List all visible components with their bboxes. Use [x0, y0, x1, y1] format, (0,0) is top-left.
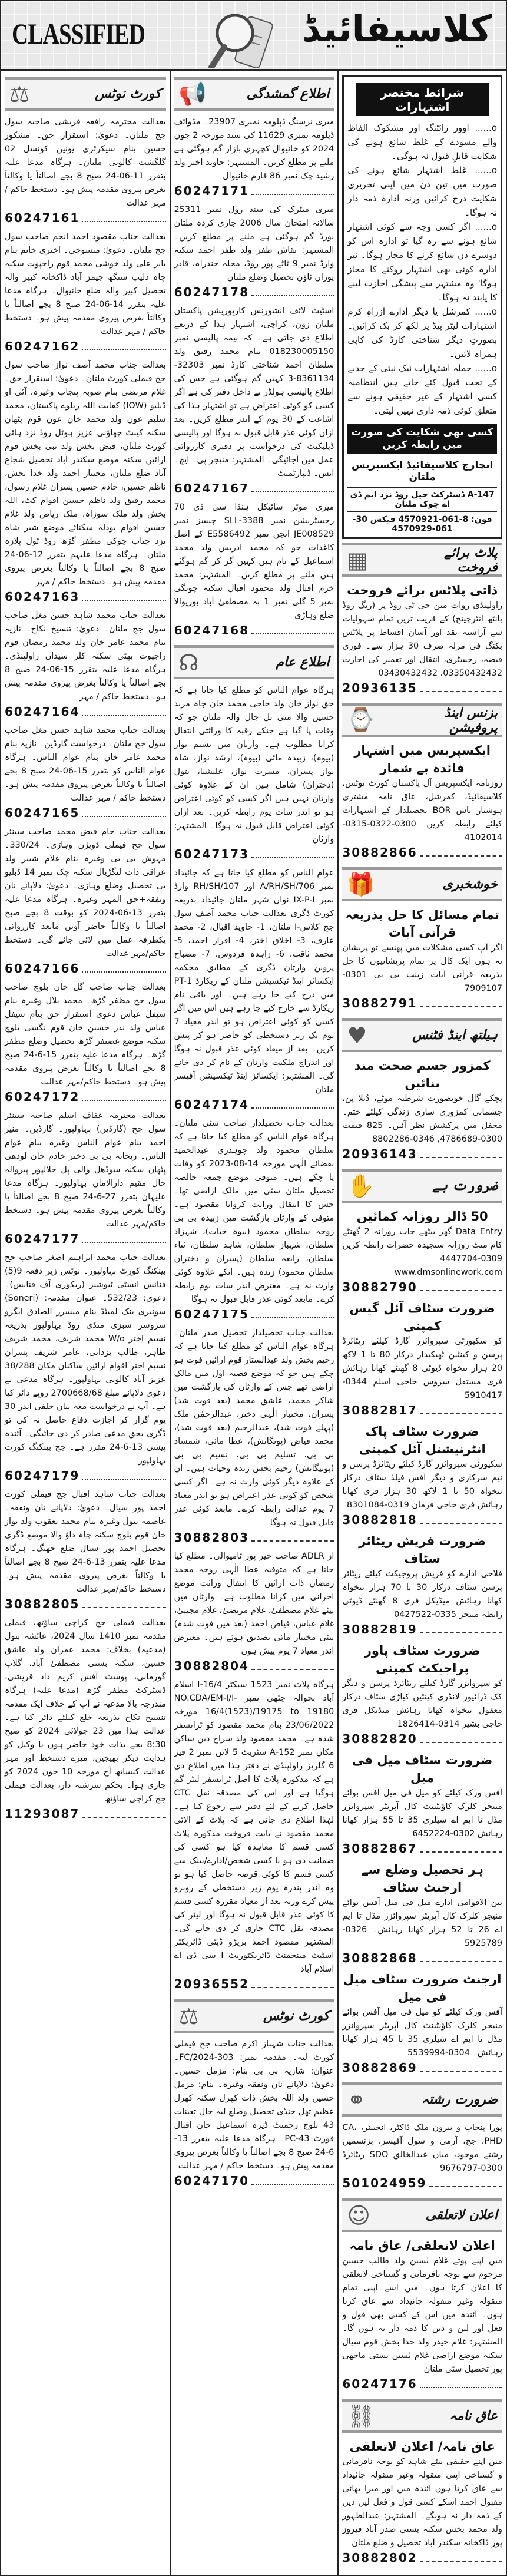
ad-heading: اعلان لاتعلقی/ عاق نامہ: [349, 2238, 495, 2253]
section-banner: [342, 2198, 502, 2232]
ad-heading: ضرورت سٹاف پاک انٹرنیشنل آئل کمپنی: [359, 1424, 486, 1456]
ad-reference-number: 60247161: [5, 211, 80, 225]
ad-heading: ہر تحصیل وضلع سے ارجنٹ سٹاف: [361, 1863, 483, 1894]
leader-line: [251, 2184, 334, 2185]
leader-line: [82, 1479, 165, 1480]
ad-reference: [174, 285, 334, 300]
ad-reference: [174, 1976, 334, 1992]
classified-ad: [174, 500, 334, 641]
section-banner: [342, 2399, 502, 2433]
leader-line: [420, 1742, 502, 1743]
ad-heading: 50 ڈالر روزانہ کمائیں: [356, 1209, 488, 1223]
terms-box: [342, 75, 502, 539]
ad-body: پورا پنجاب و بیرون ملک ڈاکٹر، انجینئر، CA، PHD، جج، آرمی و سول آفیسر، بزنسمین رشتے موجود، میاں عبدالخالق SDO ریٹائرڈ 0300-9676797: [342, 2123, 502, 2173]
ad-reference: [174, 1530, 334, 1545]
ad-reference-number: 30882790: [342, 1280, 417, 1294]
ad-body: بعدالت جناب محمد شاہد حسن مغل صاحب سول جج ملتان۔ درخواست گارڈین۔ نازیہ بنام محمد عامر خان بنام عوام الناس۔ ہرگاہ عوام الناس کو بتقرر 15-06-24 صبح 8 بجے اصالتاً یا وکالتاً بغرض پیروی مقدمہ پیش ہو۔ دستخط حاکم / مہر عدالت: [5, 726, 166, 803]
leader-line: [420, 1006, 502, 1007]
ad-reference-number: 60247163: [5, 590, 80, 604]
section-banner: [174, 645, 334, 679]
terms-item: o...... کمرشل یا دیگر ادارے ازراہِ کرم اشتہارات لیٹر پیڈ پر لکھ کر بک کرائیں۔ بصورتِ دیگر شناختی کارڈ کی کاپی ہمراہ لائیں۔: [347, 306, 497, 359]
classified-ad: [342, 740, 502, 864]
classified-ad: [342, 1056, 502, 1165]
section-title: کورٹ نوٹس: [263, 2009, 330, 2023]
classified-ad: [342, 1969, 502, 2079]
ad-reference-number: 30882804: [174, 1659, 249, 1673]
ad-reference: [342, 1146, 502, 1162]
ad-body: آفس ورک کیلئے کو میل فی میل آفس بوائے منیجر کلرک کاؤنٹینٹ کال آپریٹر سپروائزر مڈل تا ایم اے سیلری 35 تا 45 ہزار کھانا رہائش۔ 0304-5539994: [342, 2008, 503, 2058]
classified-ad: [5, 1250, 166, 1487]
ad-reference-number: 60247164: [5, 705, 80, 719]
speaking-face-icon: ☊: [178, 649, 199, 676]
leader-line: [82, 816, 165, 817]
leader-line: [82, 715, 165, 716]
section-banner: [5, 77, 166, 111]
ad-body: بعدالت جناب شہباز اکرم صاحب جج فیملی کورٹ لیہ۔ مقدمہ نمبر: 303-FC/2024۔ عنوان: شازیہ بی بی بنام: مزمل حسین۔ دعویٰ: دلاپانے نان ونفقہ وغیرہ۔ بنام: مزمل حسین ولد اللہ بخش ذات کھرل سکنہ کھرل عظیم تھل جنڈی تحصیل وضلع لیہ حال تعینات 43 بلوچ رجمنٹ ڈیرہ اسماعیل خان اقبال فورٹ PC-43۔ ہرگاہ مدعا علیہ بتقرر 13-6-24 صبح 8 بجے اصالتاً یا وکالتاً بغرض پیروی مقدمہ پیش ہو۔ دستخط حاکم / مہر عدالت: [174, 2039, 334, 2171]
ad-heading: ضرورت سٹاف میل فی میل: [352, 1753, 493, 1785]
ad-reference: [5, 704, 166, 719]
ad-reference: [5, 1231, 166, 1246]
leader-line: [251, 1987, 334, 1988]
courthouse-icon: ⚖: [178, 2003, 199, 2029]
magnifying-glass-newspaper-icon: [204, 9, 281, 68]
ad-body: میں اپنے پوتے غلام یٰسین ولد طالب حسین مرحوم سے بوجہ نافرمانی و گستاخی لاتعلقی کا اعلان کرتا ہوں۔ میں اسے اپنی تمام منقولہ وغیر منقولہ جائیداد سے عاق کرتا ہوں۔ آئندہ میں اس کے کسی بھی قول و فعل اور لین و دین کا ذمہ دار نہ ہوں گا۔ المشتہر: غلام حیدر ولد خدا بخش قوم سیال سکنہ موضع اراضی غلام یٰسین بستی ماجھی پور تحصیل سٹی ملتان: [342, 2256, 502, 2374]
classified-ad: [5, 1615, 166, 1825]
ad-reference: [5, 1806, 166, 1821]
ad-body: بعدالت جناب جام فیض محمد صاحب سینئر سول جج فیملی ڈویژن وہاڑی۔ 330/24۔ مہوش بی بی وغیرہ بنام غلام شبیر ولد عراقی ذات لنگڑیال سکنہ چک نمبر 14 ڈبلیو بی تحصیل وضلع وہاڑی۔ دعویٰ: دلاپانے نان ونفقہ+حق المہر وغیرہ۔ ہرگاہ مدعا علیہ بتقرر 13-06-2024 کو بوقت 8 بجے صبح اصالتاً یا وکالتاً حاضر آویں مابعد کارروائی یکطرفہ عمل میں لائی جائے گی۔ دستخط حاکم/مہر عدالت: [5, 827, 166, 958]
ad-reference: [5, 210, 166, 226]
classified-ad: [342, 1641, 502, 1750]
ad-body: بعدالت جناب محمد ابراہیم اصغر صاحب جج بینکنگ کورٹ بہاولپور۔ نوٹس زیر دفعہ 9(5) فنانس انسٹی ٹیوشنز (ریکوری آف فنانس)۔ دعویٰ: 532/23۔ عنوان مقدمہ: (Soneri) سونیری بنک لمیٹڈ بنام میسرز الصادق ایگرو سروسز سبزی منڈی روڈ بہاولپور بذریعہ نسیم اختر W/o محمد شریف، محمد شریف طاہر، طالب یزدانی، عامر شریف پسران نسیم اختر اقوام ارائیں ساکنان مکان 38/288 عزیز آباد کالونی بہاولپور۔ ہرگاہ مدعی نے دعویٰ دلاپانے مبلغ 2700668/68 روپے دائر کیا ہے۔ آپ نے درخواست معہ بیان حلفی اندر 30 یوم گزار کر اجازت دفاع حاصل نہ کی تو ڈگری بحق مدعی صادر کر دی جائیگی۔ آئندہ پیشی 13-6-24 مقرر ہے۔ جج بینکنگ کورٹ بہاولپور: [5, 1253, 166, 1466]
calculator-clock-icon: ⌚: [347, 707, 375, 733]
terms-title: شرائط مختصر اشتہارات: [356, 83, 489, 116]
ad-reference: [342, 1731, 502, 1747]
ad-reference: [174, 2173, 334, 2188]
ad-reference-number: 30882817: [342, 1403, 417, 1417]
leader-line: [420, 2071, 502, 2072]
leader-line: [82, 221, 165, 222]
section-title: عاق نامہ: [449, 2409, 498, 2423]
classified-ad: [342, 580, 502, 699]
ad-reference-number: 30882820: [342, 1732, 417, 1746]
leader-line: [82, 1242, 165, 1243]
ad-body: بعدالت محترمہ رافعہ قریشی صاحبہ سول جج ملتان۔ دعویٰ: استقرار حق۔ مشکور حسین بنام سیکرٹری یونین کونسل 02 گلگشت کالونی ملتان۔ ہرگاہ مدعا علیہ بتقرر 11-06-24 صبح 8 بجے اصالتاً یا وکالتاً بغرض پیروی مقدمہ پیش ہو۔ دستخط حاکم / مہر عدالت: [5, 117, 166, 208]
ad-reference: [5, 805, 166, 821]
ad-reference-number: 20936135: [342, 681, 417, 695]
ad-body: فلاحی ادارے کو فریش پروجیکٹ کیلئے ریٹائر پرسن سٹاف درکار 30 تا 70 ہزار تنخواہ کھانا رہائش میڈیکل فری 8 گھنٹے ڈیوٹی رابطہ منیجر 0335-0427522: [342, 1569, 502, 1619]
family-icon: ☺: [347, 2202, 370, 2228]
ad-reference-number: 30882819: [342, 1622, 417, 1636]
ad-reference-number: 30882805: [5, 1597, 80, 1611]
terms-item: o...... غلط اشتہار شائع ہونے کی صورت میں تین دن میں اپنی تحریری شکایت درج کرائیں ورنہ ادارہ ذمہ دار نہ ہوگا۔: [347, 165, 497, 218]
ad-heading: تمام مسائل کا حل بذریعہ قرآنی آیات: [345, 908, 499, 940]
ad-reference-number: 60247165: [5, 806, 80, 820]
leader-line: [82, 349, 165, 350]
ad-reference-number: 60247170: [174, 2174, 249, 2188]
ad-reference: [174, 481, 334, 496]
leader-line: [420, 1413, 502, 1414]
leader-line: [251, 1107, 334, 1109]
ad-heading: ذاتی پلاٹس برائے فروخت: [347, 583, 498, 597]
leader-line: [420, 1290, 502, 1291]
classified-ad: [342, 1750, 502, 1860]
masthead: [1, 1, 506, 71]
ad-reference-number: 60247167: [174, 481, 249, 495]
classified-ad: [5, 980, 166, 1108]
ad-reference: [5, 589, 166, 604]
leader-line: [82, 1607, 165, 1608]
ad-body: بعدالت جناب محمد شاہد حسن مغل صاحب سول جج ملتان۔ دعویٰ: تنسیخ نکاح۔ نازیہ بنام محمد عامر خان ولد محمد رمضان قوم راجپوت بھٹی سکنہ کلر سیداں راولپنڈی۔ ہرگاہ مدعا علیہ بتقرر 15-06-24 صبح 8 بجے اصالتاً یا وکالتاً بغرض پیروی مقدمہ پیش ہو۔ دستخط حاکم / مہر: [5, 611, 166, 702]
ad-reference: [5, 1089, 166, 1105]
section-banner: [342, 1018, 502, 1052]
classified-ad: [342, 1860, 502, 1969]
ad-body: اسٹیٹ لائف انشورنس کارپوریشن پاکستان ملتان زون، کراچی، اشتہار ہذا کے ذریعے اطلاع دی جاتی ہے۔ کہ بیمہ پالیسی نمبر 018230005150 بنام محمد رفیق ولد سلطان احمد شناختی کارڈ نمبر 32303-8361134-3 کہیں گم ہوگئی ہے جس کی اطلاع پالیسی ہولڈر نے داخل دفتر کی ہے اگر کسی کو کوئی اعتراض ہے تو اشتہار ہذا کی اشاعت کے 30 یوم کے اندر مطلع کریں۔ بعد ازاں کوئی عذر قابل قبول نہ ہوگا اور پالیسی ڈپلیکیٹ کی درخواست پر دفتری کارروائی عمل میں آجائیگی۔ المشتہر: منیجر پی۔ ایچ۔ ایس۔ ڈیپارٹمنٹ: [174, 306, 334, 478]
ad-reference: [342, 996, 502, 1011]
ad-reference: [342, 680, 502, 696]
ad-reference: [342, 2376, 502, 2392]
ad-body: عوام الناس کو مطلع کیا جاتا ہے کہ جائیداد نمبر 706/A/RH/SH اور 107/RH/SH وارڈ نمبر IX-P-I نواں شہر ملتان جائیداد بذریعہ کورٹ ڈگری بعدالت جناب محمد آصف سول جج کلاس-I ملتان، 1- جاوید اقبال، 2- محمد عارف، 3- اخلاق اختر، 4- افراز احمد، 5- محمد ثاقب، 6- زاہدہ فردوس، 7- مصباح پروین وارثان ڈگری کے مطابق محکمہ ایکسائز اینڈ ٹیکسیشن ملتان کے ریکارڈ PT-1 میں درج کیے جا رہے ہیں۔ اور باقی نام ریکارڈ سے خارج کیے جا رہے ہیں اس میں اگر کسی کو کوئی اعتراض ہو تو اندر معیاد 7 یوم تک زیر دستخطی کو حاضر ہو کر پیش کریں۔ بعد از میعاد کوئی عذر قبول نہ ہوگا اور اندراج ملکیت وارثان کے نام کر دی جائے گی۔ المشتہر: ایکسائز اینڈ ٹیکسیشن آفیسر ملتان: [174, 868, 334, 1094]
leader-line: [251, 633, 334, 634]
leader-line: [251, 1540, 334, 1542]
ad-reference-number: 60247175: [174, 1307, 249, 1321]
ad-body: بعدالت فیملی جج کراچی ساؤتھ، فیملی مقدمہ نمبر 1410 سال 2024، عائشہ بتول (مدعیہ) بخلاف: محمد عمران ولد عاشق حسین، سکنہ بستی مصطفیٰ آباد، گلاب گورمانی، پوسٹ آفس کریم داد قریشی، ڈسٹرکٹ مظفر گڑھ (مدعا علیہ) ہرگاہ مندرجہ بالا مدعیہ نے آپ کے خلاف ایک مقدمہ تنسیخ نکاح بذریعہ خلع کیلئے دائر کیا ہے۔ عدالت ہذا میں 23 جولائی 2024 کو صبح 8:30 بجے بذات خود حاضر ہوں یا وکیل کو ہدایت دیکر بھیجیں، میرے دستخط اور مہر عدالت کیساتھ آج مورخہ 10 جون 2024 کو جاری ہوا۔ بحکم سرشتہ دار، بعدالت فیملی جج کراچی ساؤتھ: [5, 1618, 166, 1804]
broken-chain-icon: ⛓: [347, 2403, 376, 2429]
wall-icon: ▦: [347, 547, 369, 573]
ad-reference: [342, 1512, 502, 1527]
section-banner: [174, 77, 334, 111]
classified-ad: [342, 905, 502, 1014]
ad-reference-number: 20936143: [342, 1147, 417, 1161]
raised-hands-icon: ✋: [347, 1173, 375, 1199]
ad-body: روزنامہ ایکسپریس آل پاکستان کورٹ نوٹس، کلاسیفائیڈ، کمرشل، عاق نامہ مشتری ہوشیار باش BOR تحصیلدار کے اشتہارات کیلئے رابطہ کریں 0300-0322-0315-4102014: [342, 779, 502, 842]
leader-line: [420, 1157, 502, 1158]
ad-body: میں اپنے حقیقی بیٹے شاہد کو بوجہ نافرمانی و گستاخی اپنی منقولہ وغیر منقولہ جائیداد سے عاق کرتا ہوں آئندہ میں اور میرا بھائی مقبول احمد اسکے کسی قول و فعل لین دین کے ذمہ دار نہ ہونگے۔ المشتہر: عبدالظہور ولد محمد بخش سکنہ بستی صدر آباد فیروز پور ڈاکخانہ سکندر آباد تحصیل و ضلع ملتان: [342, 2457, 502, 2548]
ad-reference-number: 30882866: [342, 845, 417, 859]
ad-heading: عاق نامہ/ اعلان لاتعلقی: [349, 2439, 495, 2453]
ad-reference: [342, 2060, 502, 2075]
columns: [1, 71, 506, 2575]
ad-heading: ضرورت سٹاف آئل گیس کمپنی: [349, 1301, 495, 1333]
classified-ad: [342, 1421, 502, 1531]
classified-ad: [174, 1677, 334, 1995]
leader-line: [420, 1523, 502, 1524]
ad-reference-number: 30882803: [174, 1530, 249, 1545]
ad-reference: [5, 1596, 166, 1612]
classified-ad: [174, 2036, 334, 2192]
fitness-people-icon: ♥: [347, 1022, 367, 1049]
ad-reference-number: 60247177: [5, 1232, 80, 1246]
ad-body: Data Entry گھر بیٹھے جاب روزانہ 2 گھنٹے کام منٹ روزانہ سنجیدہ حضرات رابطہ کریں 0309-4447704 www.dmsonlinework.com: [342, 1227, 502, 1277]
ad-body: بعدالت جناب صاحب گل خان بلوچ صاحب سول جج مظفر گڑھ۔ محمد بلال وغیرہ بنام سیفل عباس دعویٰ استقرار حق بنام سیفل عباس ولد نذر حسین خان قوم نگسی بلوچ سکنہ موضع غضنفر گڑھ تحصیل وضلع مظفر گڑھ۔ ہرگاہ مدعا علیہ بتقرر 15-6-24 صبح 8 بجے اصالتاً یا وکالتاً بغرض پیروی مقدمہ پیش ہو۔ دستخط حاکم/مہر عدالت: [5, 983, 166, 1087]
complaint-contact-bar: کسی بھی شکایت کی صورت میں رابطہ کریں: [347, 424, 497, 454]
section-title: بزنس اینڈ پروفیشن: [444, 705, 498, 735]
ad-reference-number: 60247178: [174, 285, 249, 299]
ad-reference: [174, 1097, 334, 1112]
terms-item: o...... اگر کسی وجہ سے کوئی اشتہار شائع ہونے سے رہ گیا تو ادارہ اس کو دوسرے دن شائع کرنے کا مجاز ہوگا۔ نیز ادارہ کوئی بھی اشتہار روکنے کا مجاز ہوگا' وہ مشتہر سے پیشگی اجازت لینے کا پابند نہ ہوگا۔: [347, 221, 497, 303]
ad-body: بعدالت جناب شاہد اقبال جج فیملی کورٹ احمد پور سیال۔ دعویٰ: دلاپانے نان ونفقہ۔ عاصمہ بتول وغیرہ بنام محمد یعقوب ولد نواز خان قوم بلوچ سکنہ چاہ داؤ والا موضع ڈگری تحصیل احمد پور سیال ضلع جھنگ۔ ہرگاہ مدعا علیہ بتقرر 13-6-24 صبح 8 بجے اصالتاً یا وکالتاً بغرض پیروی مقدمہ پیش ہو۔ دستخط حاکم/مہر عدالت: [5, 1490, 166, 1594]
leader-line: [82, 1817, 165, 1818]
classified-ad: [174, 1116, 334, 1325]
classified-ad: [342, 2436, 502, 2569]
section-banner: [174, 1999, 334, 2033]
section-banner: [342, 1169, 502, 1203]
ad-reference: [342, 1622, 502, 1637]
section-title: ضرورت ہے: [432, 1179, 498, 1193]
classified-ad: [5, 1108, 166, 1250]
office-name: انچارج کلاسیفائیڈ ایکسپریس ملتان: [352, 459, 493, 483]
ad-reference-number: 60247173: [174, 847, 249, 861]
ad-reference: [174, 1658, 334, 1674]
classified-ad: [5, 824, 166, 980]
section-title: پلاٹ برائے فروخت: [443, 545, 498, 575]
megaphone-icon: 📢: [178, 81, 207, 107]
ad-body: ہرگاہ عوام الناس کو مطلع کیا جاتا ہے کہ حق نواز خان ولد حاجی محمد خان چاہ مرید حسین والا متی تل جال والہ ملتان جو کہ وفات پا گیا ہے جنکے رقبہ کا وراثتی انتقال کرانا مطلوب ہے۔ وارثان میں نسیم نواز (بیوہ)، زبیدہ مائی (بیوہ)، ارشد نواز، شاہ نواز پسران، مسرت نواز، علیشبا، بتول (دختران) شامل ہیں ان کے علاوہ کوئی وارثان نہیں ہیں اگر کسی کو کوئی اعتراض ہو تو اندر سات یوم رابطہ کریں۔ بعد ازاں کوئی اعتراض قابل قبول نہ ہوگا۔ المشتہر: وارثان: [174, 686, 334, 844]
ad-heading: کمزور جسم صحت مند بنائیں: [354, 1059, 491, 1090]
ad-reference: [174, 846, 334, 862]
section-banner: [342, 2082, 502, 2117]
classified-ad: [174, 1549, 334, 1677]
ad-reference-number: 60247172: [5, 1090, 80, 1104]
ad-body: میری موٹر سائیکل ہنڈا سی ڈی 70 رجسٹریشن نمبر SLL-3388 چیسز نمبر JE008529 انجن نمبر E5586492 کے اصل کاغذات جو کہ محمد ادریس ولد محمد اسماعیل کے نام ہیں کہیں گر کر گم ہوگئے ہیں ملنے پر مطلع کریں۔ المشتہر: محمد خرم اقبال ولد محمود اقبال سکنہ چونگی نمبر 5 گلی نمبر 1 بہ مصطفیٰ آباد بوریوالا ضلع وہاڑی: [174, 502, 334, 620]
ad-reference: [174, 1307, 334, 1322]
ad-reference: [342, 2550, 502, 2565]
ad-reference-number: 20936552: [174, 1977, 249, 1991]
section-title: اعلان لاتعلقی: [425, 2208, 498, 2223]
leader-line: [429, 2186, 502, 2187]
office-address: 147-A ڈسٹرکٹ جیل روڈ نزد ایم ڈی اے چوک ملتان: [347, 487, 497, 509]
ad-body: میری میٹرک کی سند رول نمبر 25311 سالانہ امتحان سال 2006 جاری کردہ ملتان بورڈ گم ہوگئی ہے ملنے پر مطلع کریں۔ المشتہر: نقاش ظفر ولد ظفر احمد سکنہ وارڈ نمبر 9 ٹاٹے پور روڈ، محلہ جندراہ، قادر پوراں ٹاؤن تحصیل وضلع ملتان: [174, 205, 334, 282]
leader-line: [251, 1669, 334, 1670]
leader-line: [420, 1961, 502, 1962]
ad-body: بعدالت محترمہ عفاف اسلم صاحبہ سینئر سول جج (گارڈین) بہاولپور۔ گارڈین۔ منیر احمد بنام عوام الناس وغیرہ بنام عوام الناس۔ ریحانہ بی بی دختر خادم خان لودھی پٹھان سکنہ سوڈھل والی پل جلالپور پیروالہ حال مقیم دارالامان بہاولپور۔ ہرگاہ مدعا علیہان بتقرر 27-6-24 صبح 8 بجے اصالتاً یا وکالتاً بغرض پیروی مقدمہ پیش ہو۔ دستخط حاکم/مہر عدالت: [5, 1111, 166, 1229]
ad-reference-number: 60247166: [5, 961, 80, 975]
leader-line: [251, 295, 334, 296]
leader-line: [420, 1851, 502, 1853]
ad-reference-number: 30882802: [342, 2551, 417, 2565]
ad-body: آفس ورک کیلئے کو میل فی میل آفس بوائے منیجر کلرک کاؤنٹینٹ کال آپریٹر سپروائزر مڈل تا ایم اے سیلری 35 تا 55 ہزار کھانا رہائش 0302-6452224: [342, 1788, 503, 1838]
ad-reference: [342, 2175, 502, 2191]
office-phone: فون: 8-061-4570921 فیکس 30-061-4570929: [347, 511, 497, 534]
ad-body: میری نرسنگ ڈپلومہ نمبری 23907۔ مڈوائف ڈپلومہ نمبری 11629 کی سند مورخہ 2 جون 2024 کو خانیوال کچہری بازار گم ہوگئی ہے ملنے پر مطلع کریں۔ المشتہر: جاوید اختر ولد رشید چک نمبر 86 فارم خانیوال: [174, 117, 334, 181]
ad-heading: ارجنٹ ضرورت سٹاف میل فی میل: [343, 1972, 502, 2004]
leader-line: [82, 600, 165, 601]
ad-body: پچکے گال خوبصورت شرطیہ موٹے، دُبلا پن، جسمانی کمزوری ساری زندگی کیلئے ختم۔ محفل میں پرکشش نظر آئیں۔ 825 قیمت 0300-4786689, 0346-8802286: [342, 1094, 502, 1144]
ad-reference-number: 30882791: [342, 996, 417, 1010]
ad-body: بین الاقوامی ادارے میل فی میل آفس بوائے منیجر کلرک کال آپریٹر سپروائزر مڈل تا ایم اے 26 تا 52 ہزار کھانا رہائش۔ 0326-5925789: [342, 1898, 502, 1948]
ad-reference-number: 60247162: [5, 339, 80, 353]
classified-ad: [174, 202, 334, 303]
ad-reference: [342, 1950, 502, 1966]
masthead-title-urdu: کلاسیفائیڈ: [302, 7, 492, 50]
ad-heading: ایکسپریس میں اشتہار فائدہ بے شمار: [354, 743, 491, 775]
ad-reference: [174, 623, 334, 638]
classified-ad: [5, 723, 166, 824]
ad-body: بعدالت جناب تحصیلدار تحصیل صدر ملتان۔ ہرگاہ عوام الناس کو مطلع کیا جاتا ہے کہ رحیم بخش ولد عبدالستار قوم ارائیں فوت ہو چکے ہیں جو کہ موضع قصبہ اول میں مالک اراضی تھے جس کے وارثان کی بازگشت میں شاکر محمد، عاشق محمد (بعد فوت شد) پسران، مختیار الٰہی دختر، عبدالرحمٰن ملک (پہلے فوت شد)، عبدالرحیم (بعد فوت شد)، محمد فیاض (پوتگانش)، عطا مائی، شمشاد بی بی، تسلیم بی بی، نسیم بی بی (پوتیگانش) رحیم بخش زندہ وحیات ہیں۔ ان کے علاوہ دیگر کوئی وارث نہ ہے۔ اگر کسی شخص کو کوئی عذر اعتراض ہو تو اندر معیاد 7 یوم عدالت رابطہ کرے۔ مابعد کوئی عذر قابل قبول نہ ہوگا: [174, 1328, 334, 1527]
leader-line: [82, 971, 165, 973]
section-banner: [342, 543, 502, 577]
classified-ad: [174, 865, 334, 1116]
column-left: [1, 71, 170, 2575]
column-middle: [170, 71, 338, 2575]
ad-reference: [174, 183, 334, 199]
ad-body: بعدالت جناب تحصیلدار صاحب سٹی ملتان۔ ہرگاہ عوام الناس کو مطلع کیا جاتا ہے کہ سلطان محمود ولد چوہدری عبدالحمید بقضائے الٰہی مورخہ 14-08-2023 کو وفات پا چکے ہیں۔ متوفی موضع جمعہ خالصہ تحصیل ملتان سٹی میں مالک اراضی تھا۔ جس کا انتقال وراثت کروانا مقصود ہے۔ متوفی کے وارثان بازگشت میں زبیدہ بی بی زوجہ سلطان محمود (بیوہ حیات)، شہزاد سلطان، شہباز سلطان، شاہد سلطان، ثناء سلطان، رابعہ سلطان (پسران و دختران سلطان محمود) زندہ ہیں۔ انکے علاوہ کوئی وارث نہ ہے۔ معترض اندر سات یوم رابطہ کرے۔ مابعد کوئی عذر قابل قبول نہ ہوگا: [174, 1119, 334, 1304]
section-title: خوشخبری: [442, 877, 498, 892]
ad-heading: ضرورت فریش ریٹائر سٹاف: [359, 1534, 486, 1566]
ad-body: کو سکیورٹی سپروائزر گارڈ کیلئے ریٹائرڈ پرسن و کینٹین ٹھیکیدار درکار 80 تا 1 لاکھ 20 ہزار تنخواہ ڈیوٹی 8 گھنٹے کھانا رہائش فری مستقل سروس حاجی اسلم 0344-5910417: [342, 1337, 503, 1400]
ad-reference: [5, 1468, 166, 1483]
ad-body: کو سپروائزر گارڈ کیلئے ریٹائرڈ پرسن و دیگر کک ڈرائیور لانڈری کینٹین کباڑی سٹاف درکار معقول تنخواہ کھانا رہائش میڈیکل فری حاجی بشیر 0314-1826414: [342, 1679, 502, 1729]
section-banner: [342, 703, 502, 737]
ad-body: اگر آپ کسی مشکلات میں پھنسے تو پریشان نہ ہوں ایک کال پر تمام پریشانیوں کا حل بذریعہ قرآنی آیات زینب بی بی 0301-7909107: [342, 943, 502, 993]
column-right: [337, 71, 506, 2575]
terms-item: o...... جملہ اشتہارات نیک نیتی کے جذبے کے تحت قبول کئے جاتے ہیں انتظامیہ کسی اشتہار کے غیر حقیقی ہونے سے متعلق کوئی ذمہ داری نہیں لیتی۔: [347, 363, 497, 416]
classified-ad: [174, 114, 334, 202]
classified-ad: [5, 229, 166, 358]
ad-body: از ADLR صاحب خیر پور ٹامیوالی۔ مطلع کیا جاتا ہے کہ متوفیہ عطا الٰہی زوجہ محمد رمضان ذات ارائیں کا انتقال وراثت موضع اجرانی میں کرانا مطلوب ہے۔ وارثان میں بیٹے غلام مصطفیٰ، غلام مرتضیٰ، غلام مجتبیٰ، غلام عباس، فیاض احمد (بعد میں فوت شدہ) بیٹی مختیار مائی تصدیق ہوئے ہیں۔ معترض اندر معیاد 7 یوم پیش ہوں: [174, 1552, 334, 1656]
leader-line: [420, 1632, 502, 1633]
leader-line: [82, 1100, 165, 1101]
section-title: ضرورت رشتہ: [421, 2092, 498, 2107]
classified-ad: [342, 1298, 502, 1421]
section-title: اطلاع عام: [276, 655, 330, 670]
ad-reference: [342, 1279, 502, 1295]
leader-line: [420, 691, 502, 692]
classified-ad: [174, 683, 334, 865]
classified-ad: [174, 1325, 334, 1549]
section-title: اطلاع گمشدگی: [246, 87, 330, 101]
section-banner: [342, 867, 502, 901]
ad-body: بعدالت جناب محمد آصف نواز صاحب سول جج فیملی کورٹ ملتان۔ دعویٰ: استقرار حق۔ غلام مرتضیٰ بنام صوبہ پنجاب وغیرہ، آئی او ڈبلیو (IOW) کفایت اللہ ریلوے پاکستان، محمد سلیم عون ولد محمد خان عون قوم پٹھان سکنہ کینٹ چھاؤنی عزیز ہوٹل روڈ نزد ہائی کورٹ ملتان، فیض بخش ولد نبی بخش قوم ارائیں سکنہ موضع سکندر آباد تحصیل شجاع آباد ضلع ملتان، مختیار احمد ولد خدا بخش، ناظم حسین، خادم حسین پسران غلام رسول، محمد رفیق ولد ناظم حسین اقوام کٹ، اللہ بخش ولد ملک سوزاہ، ملک ریاض ولد غلام حسین اقوام بودلہ سکنائے موضع شیر شاہ نزد چناب چوکی مظفر گڑھ روڈ ٹول پلازہ ملتان۔ ہرگاہ مدعا علیہم بتقرر 12-06-24 صبح 8 بجے اصالتاً یا وکالتاً بغرض پیروی مقدمہ پیش ہو۔ دستخط حاکم / مہر: [5, 361, 166, 587]
classified-ad: [5, 608, 166, 723]
couple-icon: ⚭: [347, 2086, 366, 2113]
ad-body: سکیورٹی سپروائزر گارڈ کیلئے ریٹائرڈ پرسن و نیم سرکاری و دیگر آفس فیلڈ سٹاف درکار تنخواہ 50 تا 1 لاکھ 30 ہزار فری کھانا رہائش فری حاجی فرمان 0319-8301084: [342, 1460, 503, 1510]
ad-reference: [342, 845, 502, 860]
ad-body: ہرگاہ پلاٹ نمبر 1523 سیکٹر I-16/4 اسلام آباد بحوالہ چٹھی نمبر NO.CDA/EM-I/I-16/4(1523)/19175 to 19180 مورخہ 23/06/2022 بنام محمد مقصود کو ٹرانسفر شدہ ہے۔ محمد مقصود ولد سراج دین ساکن مکان نمبر 152-A سٹریٹ 5 لائن نمبر 2 فیز 6 گلریز راولپنڈی نے دفتر ہذا میں اطلاع دی ہے کہ مذکورہ پلاٹ کا اصل ٹرانسفر لیٹر گم ہوگیا ہے اور اس کی مصدقہ نقل CTC حاصل کرنے کے لئے دفتر سے رجوع کیا ہے۔ لہٰذا اطلاع دی جاتی ہے کہ پلاٹ کے الاٹی محمد مقصود نے بابت فروخت مذکورہ پلاٹ کسی قسم کا معاہدہ کیا ہو کسی کی ضمانت دی ہو یا کسی شخص/ادارے/بینک سے کسی قسم کا کوئی قرضہ حاصل کیا ہو تو وہ اندر پندرہ یوم زیر دستخطی کے روبرو پیش کرے ورنہ بعد از معیاد مقررہ کسی قسم کا کوئی عذر قابل قبول نہ ہوگا اور لیٹر کی مصدقہ نقل CTC جاری کر دی جائے گی۔ المشتہر مقصود احمد بریڑو ڈپٹی ڈائریکٹر اسٹیٹ مینجمنٹ ڈائریکٹوریٹ I سی ڈی اے اسلام آباد: [174, 1680, 334, 1974]
ad-reference: [5, 339, 166, 354]
ad-reference-number: 60247171: [174, 184, 249, 198]
leader-line: [420, 2387, 502, 2388]
ad-reference-number: 30882818: [342, 1513, 417, 1527]
ad-reference: [342, 1403, 502, 1418]
ad-reference-number: 30882867: [342, 1841, 417, 1856]
leader-line: [420, 2561, 502, 2562]
ad-heading: ضرورت سٹاف پاور پراجیکٹ کمپنی: [364, 1644, 481, 1675]
terms-item: o...... اوور رائٹنگ اور مشکوک الفاظ والے مسودے کے غلط شائع ہونے کی شکایت قابلِ قبول نہ ہوگی۔: [347, 123, 497, 161]
ad-reference: [342, 1841, 502, 1856]
leader-line: [251, 1317, 334, 1318]
ad-reference: [5, 961, 166, 976]
ad-reference-number: 60247168: [174, 623, 249, 637]
ad-reference-number: 60247179: [5, 1469, 80, 1483]
classified-ad: [174, 303, 334, 500]
leader-line: [251, 194, 334, 195]
classified-ad: [342, 2236, 502, 2395]
ad-reference-number: 11293087: [5, 1807, 80, 1821]
ad-reference-number: 60247174: [174, 1097, 249, 1112]
section-title: کورٹ نوٹس: [95, 87, 161, 101]
ad-reference-number: 501024959: [342, 2176, 427, 2190]
leader-line: [251, 491, 334, 492]
classified-ad: [5, 1487, 166, 1615]
ad-reference-number: 30882869: [342, 2061, 417, 2075]
gift-box-icon: 🎁: [347, 871, 375, 897]
leader-line: [420, 855, 502, 857]
classified-ad: [5, 358, 166, 608]
ad-reference-number: 30882868: [342, 1951, 417, 1965]
ad-body: بعدالت جناب مقصود احمد انجم صاحب سول جج ملتان۔ دعویٰ: منسوخی۔ اختری خانم بنام بابر علی ولد خوشی محمد قوم راجپوت سکنہ چاہ دلیپ سنگھ جیمز آباد ڈاکخانہ کبیر والہ تحصیل کبیر والہ ضلع خانیوال۔ ہرگاہ مدعا علیہ بتقرر 14-06-24 صبح 8 بجے اصالتاً یا وکالتاً بغرض پیروی مقدمہ پیش ہو۔ دستخط حاکم / مہر عدالت: [5, 232, 166, 336]
classified-ad: [5, 114, 166, 229]
masthead-title-english: CLASSIFIED: [12, 17, 145, 50]
classified-ad: [342, 2120, 502, 2194]
classified-ad: [342, 1531, 502, 1641]
classified-ad: [342, 1206, 502, 1298]
section-title: ہیلتھ اینڈ فٹنس: [412, 1028, 498, 1043]
ad-body: راولپنڈی روات مین جی ٹی روڈ پر (رنگ روڈ بانٹھ انٹرچینج) کے قریب ترین تمام سہولیات سے آراستہ نقد اور آسان اقساط پر پلاٹس بکنگ فی مرلہ صرف 30 ہزار سے۔ فوری قبضہ، رجسٹری، انتقال اور تعمیر کی اجازت 03350432432، 03430432432: [342, 601, 502, 678]
ad-reference-number: 60247176: [342, 2377, 417, 2391]
leader-line: [251, 857, 334, 858]
courthouse-icon: ⚖: [9, 81, 30, 107]
